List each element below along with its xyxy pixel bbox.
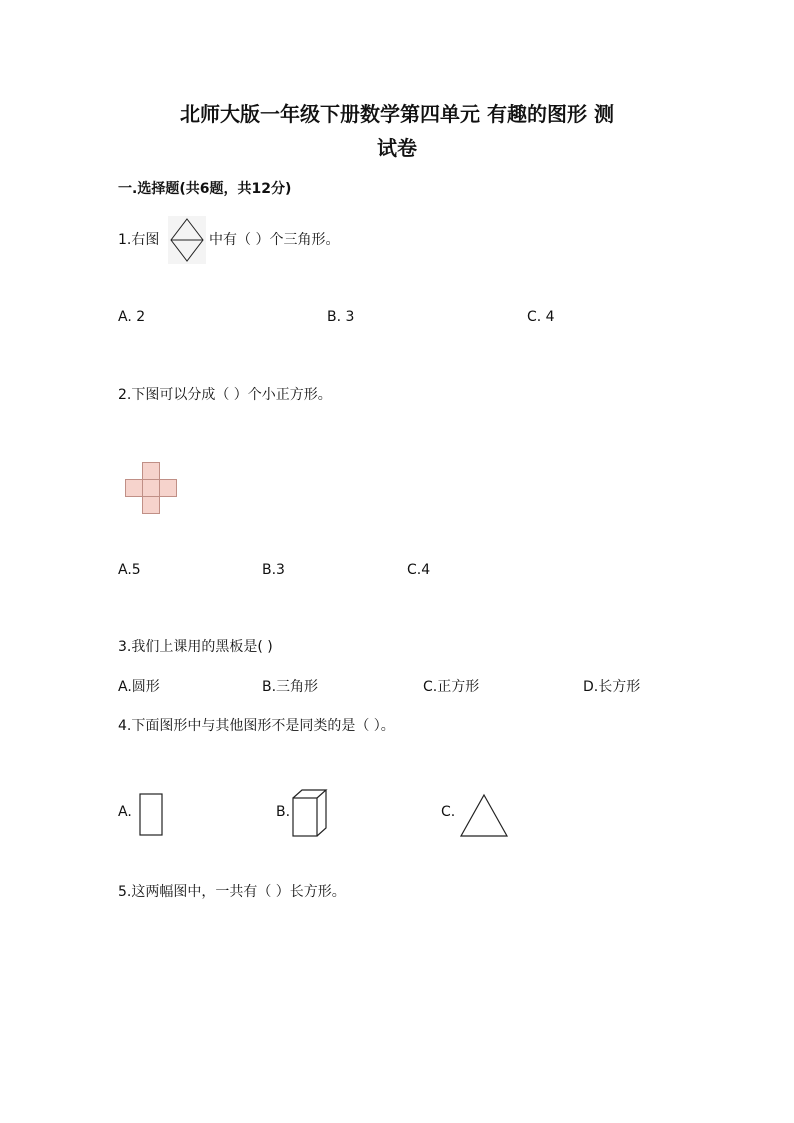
question-3-option-d[interactable]: D.长方形 bbox=[583, 679, 641, 695]
question-2-option-a[interactable]: A.5 bbox=[118, 562, 141, 578]
question-2-option-c[interactable]: C.4 bbox=[407, 562, 431, 578]
cuboid-icon bbox=[292, 788, 330, 840]
question-3-option-c[interactable]: C.正方形 bbox=[423, 679, 480, 695]
question-3-text: 3.我们上课用的黑板是( ) bbox=[118, 639, 273, 655]
question-2-text: 2.下图可以分成（ ）个小正方形。 bbox=[118, 387, 332, 403]
diamond-divided-icon bbox=[168, 216, 206, 264]
question-2-option-b[interactable]: B.3 bbox=[262, 562, 285, 578]
question-4-text: 4.下面图形中与其他图形不是同类的是（ ）。 bbox=[118, 718, 395, 734]
question-1-option-b[interactable]: B. 3 bbox=[327, 309, 355, 325]
page-title-line2: 试卷 bbox=[377, 136, 417, 160]
question-4-option-c[interactable]: C. bbox=[441, 804, 456, 820]
question-4-option-a[interactable]: A. bbox=[118, 804, 132, 820]
question-3-option-b[interactable]: B.三角形 bbox=[262, 679, 319, 695]
cross-squares-icon bbox=[125, 462, 179, 516]
question-5-text: 5.这两幅图中，一共有（ ）长方形。 bbox=[118, 884, 346, 900]
page-title-line1: 北师大版一年级下册数学第四单元 有趣的图形 测 bbox=[180, 102, 614, 126]
question-1-option-c[interactable]: C. 4 bbox=[527, 309, 555, 325]
question-1-prefix: 1.右图 bbox=[118, 232, 160, 248]
section-heading: 一.选择题(共6题，共12分) bbox=[118, 181, 292, 197]
question-3-option-a[interactable]: A.圆形 bbox=[118, 679, 160, 695]
question-1-option-a[interactable]: A. 2 bbox=[118, 309, 146, 325]
question-1-suffix: 中有（ ）个三角形。 bbox=[209, 232, 340, 248]
triangle-icon bbox=[459, 793, 509, 839]
rectangle-icon bbox=[139, 793, 165, 837]
question-4-option-b[interactable]: B. bbox=[276, 804, 291, 820]
